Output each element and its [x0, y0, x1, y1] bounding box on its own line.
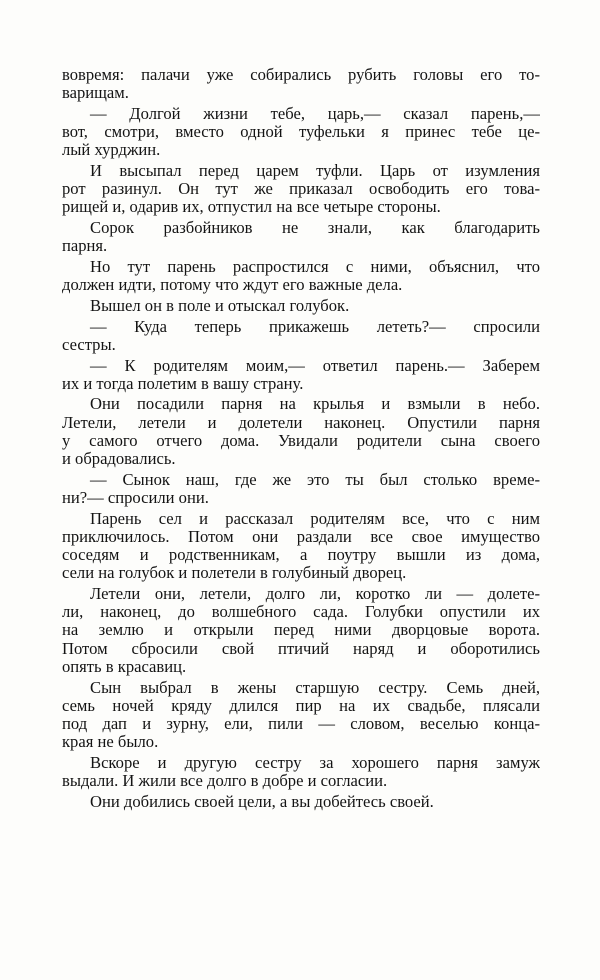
text-line: Они посадили парня на крылья и взмыли в небо. — [90, 395, 540, 414]
text-line: у самого отчего дома. Увидали родители сына своего — [62, 431, 540, 450]
text-line: вот, смотри, вместо одной туфельки я принес тебе це- — [62, 123, 540, 142]
paragraph — [62, 66, 540, 102]
text-line: и обрадовались. — [62, 450, 176, 469]
text-line: Но тут парень распростился с ними, объяснил, что — [90, 258, 540, 277]
text-line: соседям и родственникам, а поутру вышли из дома, — [62, 546, 540, 565]
text-line: — Куда теперь прикажешь лететь?— спросили — [90, 317, 540, 336]
paragraph — [62, 297, 540, 315]
text-line: парня. — [62, 237, 108, 256]
text-line: рот разинул. Он тут же приказал освободить его това- — [62, 180, 540, 199]
paragraph — [62, 258, 540, 294]
paragraph — [62, 162, 540, 217]
paragraph — [62, 793, 540, 811]
text-line: Парень сел и рассказал родителям все, что с ним — [90, 509, 540, 528]
text-line: Вышел он в поле и отыскал голубок. — [90, 296, 350, 315]
text-line: Они добились своей цели, а вы добейтесь своей. — [90, 792, 434, 811]
text-line: — Сынок наш, где же это ты был столько време- — [90, 470, 540, 489]
paragraph — [62, 219, 540, 255]
paragraph — [62, 357, 540, 393]
text-line: Летели они, летели, долго ли, коротко ли — долете- — [90, 584, 540, 603]
paragraph — [62, 754, 540, 790]
text-line: Вскоре и другую сестру за хорошего парня замуж — [90, 753, 540, 772]
text-line: Сорок разбойников не знали, как благодарить — [90, 219, 540, 238]
paragraph — [62, 510, 540, 583]
text-line: И высыпал перед царем туфли. Царь от изумления — [90, 162, 540, 181]
text-line: лый хурджин. — [62, 141, 161, 160]
page-text — [62, 66, 540, 813]
text-line: под дап и зурну, ели, пили — словом, веселью конца- — [62, 714, 540, 733]
text-line: — Долгой жизни тебе, царь,— сказал парень,— — [90, 104, 540, 123]
text-line: — К родителям моим,— ответил парень.— Заберем — [90, 356, 540, 375]
text-line: сели на голубок и полетели в голубиный дворец. — [62, 564, 407, 583]
text-line: края не было. — [62, 733, 159, 752]
text-line: на землю и открыли перед ними дворцовые ворота. — [62, 621, 540, 640]
text-line: их и тогда полетим в вашу страну. — [62, 374, 304, 393]
paragraph — [62, 318, 540, 354]
text-line: сестры. — [62, 335, 116, 354]
paragraph — [62, 471, 540, 507]
paragraph — [62, 105, 540, 160]
text-line: приключилось. Потом они раздали все свое имущество — [62, 527, 540, 546]
text-line: рищей и, одарив их, отпустил на все четыре стороны. — [62, 198, 441, 217]
text-line: Сын выбрал в жены старшую сестру. Семь дней, — [90, 678, 540, 697]
paragraph — [62, 585, 540, 676]
paragraph — [62, 679, 540, 752]
text-line: ни?— спросили они. — [62, 488, 209, 507]
text-line: Потом сбросили свой птичий наряд и оборотились — [62, 639, 540, 658]
text-line: вовремя: палачи уже собирались рубить головы его то- — [62, 66, 540, 84]
paragraph — [62, 395, 540, 468]
text-line: опять в красавиц. — [62, 657, 187, 676]
text-line: Летели, летели и долетели наконец. Опустили парня — [62, 413, 540, 432]
text-line: семь ночей кряду длился пир на их свадьбе, плясали — [62, 696, 540, 715]
text-line: должен идти, потому что ждут его важные дела. — [62, 276, 403, 295]
text-line: варищам. — [62, 84, 129, 103]
text-line: выдали. И жили все долго в добре и согласии. — [62, 772, 388, 791]
text-line: ли, наконец, до волшебного сада. Голубки опустили их — [62, 603, 540, 622]
